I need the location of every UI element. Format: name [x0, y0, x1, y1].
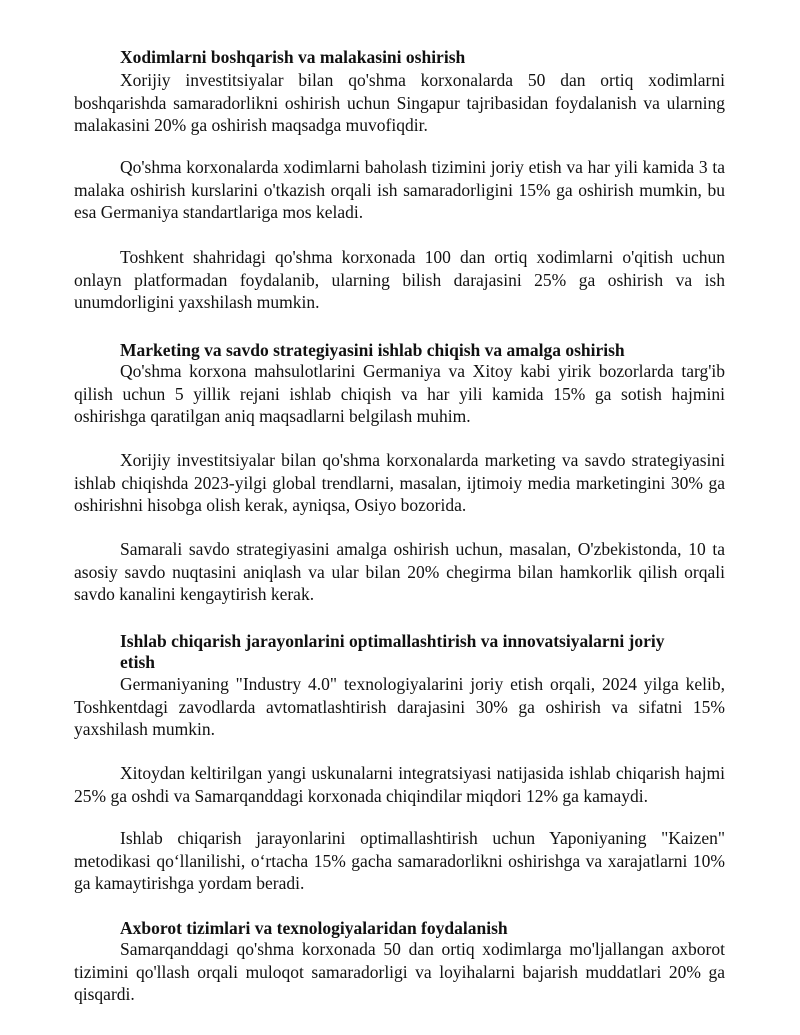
section-heading: Ishlab chiqarish jarayonlarini optimallashtirish va innovatsiyalarni joriy etish: [120, 631, 665, 672]
paragraph: Samarali savdo strategiyasini amalga oshirish uchun, masalan, O'zbekistonda, 10 ta asosiy savdo nuqtasini aniqlash va ular bilan 20% chegirma bilan hamkorlik qilish orqali savdo kanalini kengaytirish kerak.: [74, 539, 725, 604]
paragraph: Ishlab chiqarish jarayonlarini optimallashtirish uchun Yaponiyaning "Kaizen" metodikasi qo‘llanilishi, o‘rtacha 15% gacha samaradorlikni oshirishga va xarajatlarni 10% ga kamaytirishga yordam beradi.: [74, 828, 725, 893]
paragraph: Germaniyaning "Industry 4.0" texnologiyalarini joriy etish orqali, 2024 yilga kelib, Toshkentdagi zavodlarda avtomatlashtirish darajasini 30% ga oshirish va sifatni 15% yaxshilash mumkin.: [74, 674, 725, 739]
paragraph: Xorijiy investitsiyalar bilan qo'shma korxonalarda 50 dan ortiq xodimlarni boshqarishda samaradorlikni oshirish uchun Singapur tajribasidan foydalanish va ularning malakasini 20% ga oshirish maqsadga muvofiqdir.: [74, 70, 725, 135]
paragraph: Toshkent shahridagi qo'shma korxonada 100 dan ortiq xodimlarni o'qitish uchun onlayn platformadan foydalanib, ularning bilish darajasini 25% ga oshirish va ish unumdorligini yaxshilash mumkin.: [74, 247, 725, 312]
section-heading: Xodimlarni boshqarish va malakasini oshirish: [120, 47, 466, 67]
paragraph: Xitoydan keltirilgan yangi uskunalarni integratsiyasi natijasida ishlab chiqarish hajmi 25% ga oshdi va Samarqanddagi korxonada chiqindilar miqdori 12% ga kamaydi.: [74, 763, 725, 806]
section-heading: Axborot tizimlari va texnologiyalaridan foydalanish: [120, 918, 508, 938]
paragraph: Qo'shma korxona mahsulotlarini Germaniya va Xitoy kabi yirik bozorlarda targ'ib qilish uchun 5 yillik rejani ishlab chiqish va har yili kamida 15% ga sotish hajmini oshirishga qaratilgan aniq maqsadlarni belgilash muhim.: [74, 361, 725, 426]
paragraph: Qo'shma korxonalarda xodimlarni baholash tizimini joriy etish va har yili kamida 3 ta malaka oshirish kurslarini o'tkazish orqali ish samaradorligini 15% ga oshirish mumkin, bu esa Germaniya standartlariga mos keladi.: [74, 157, 725, 222]
paragraph: Samarqanddagi qo'shma korxonada 50 dan ortiq xodimlarga mo'ljallangan axborot tizimini qo'llash orqali muloqot samaradorligi va loyihalarni bajarish muddatlari 20% ga qisqardi.: [74, 939, 725, 1004]
section-heading: Marketing va savdo strategiyasini ishlab chiqish va amalga oshirish: [120, 340, 625, 360]
paragraph: Xorijiy investitsiyalar bilan qo'shma korxonalarda marketing va savdo strategiyasini ishlab chiqishda 2023-yilgi global trendlarni, masalan, ijtimoiy media marketingini 30% ga oshirishni hisobga olish kerak, ayniqsa, Osiyo bozorida.: [74, 450, 725, 515]
